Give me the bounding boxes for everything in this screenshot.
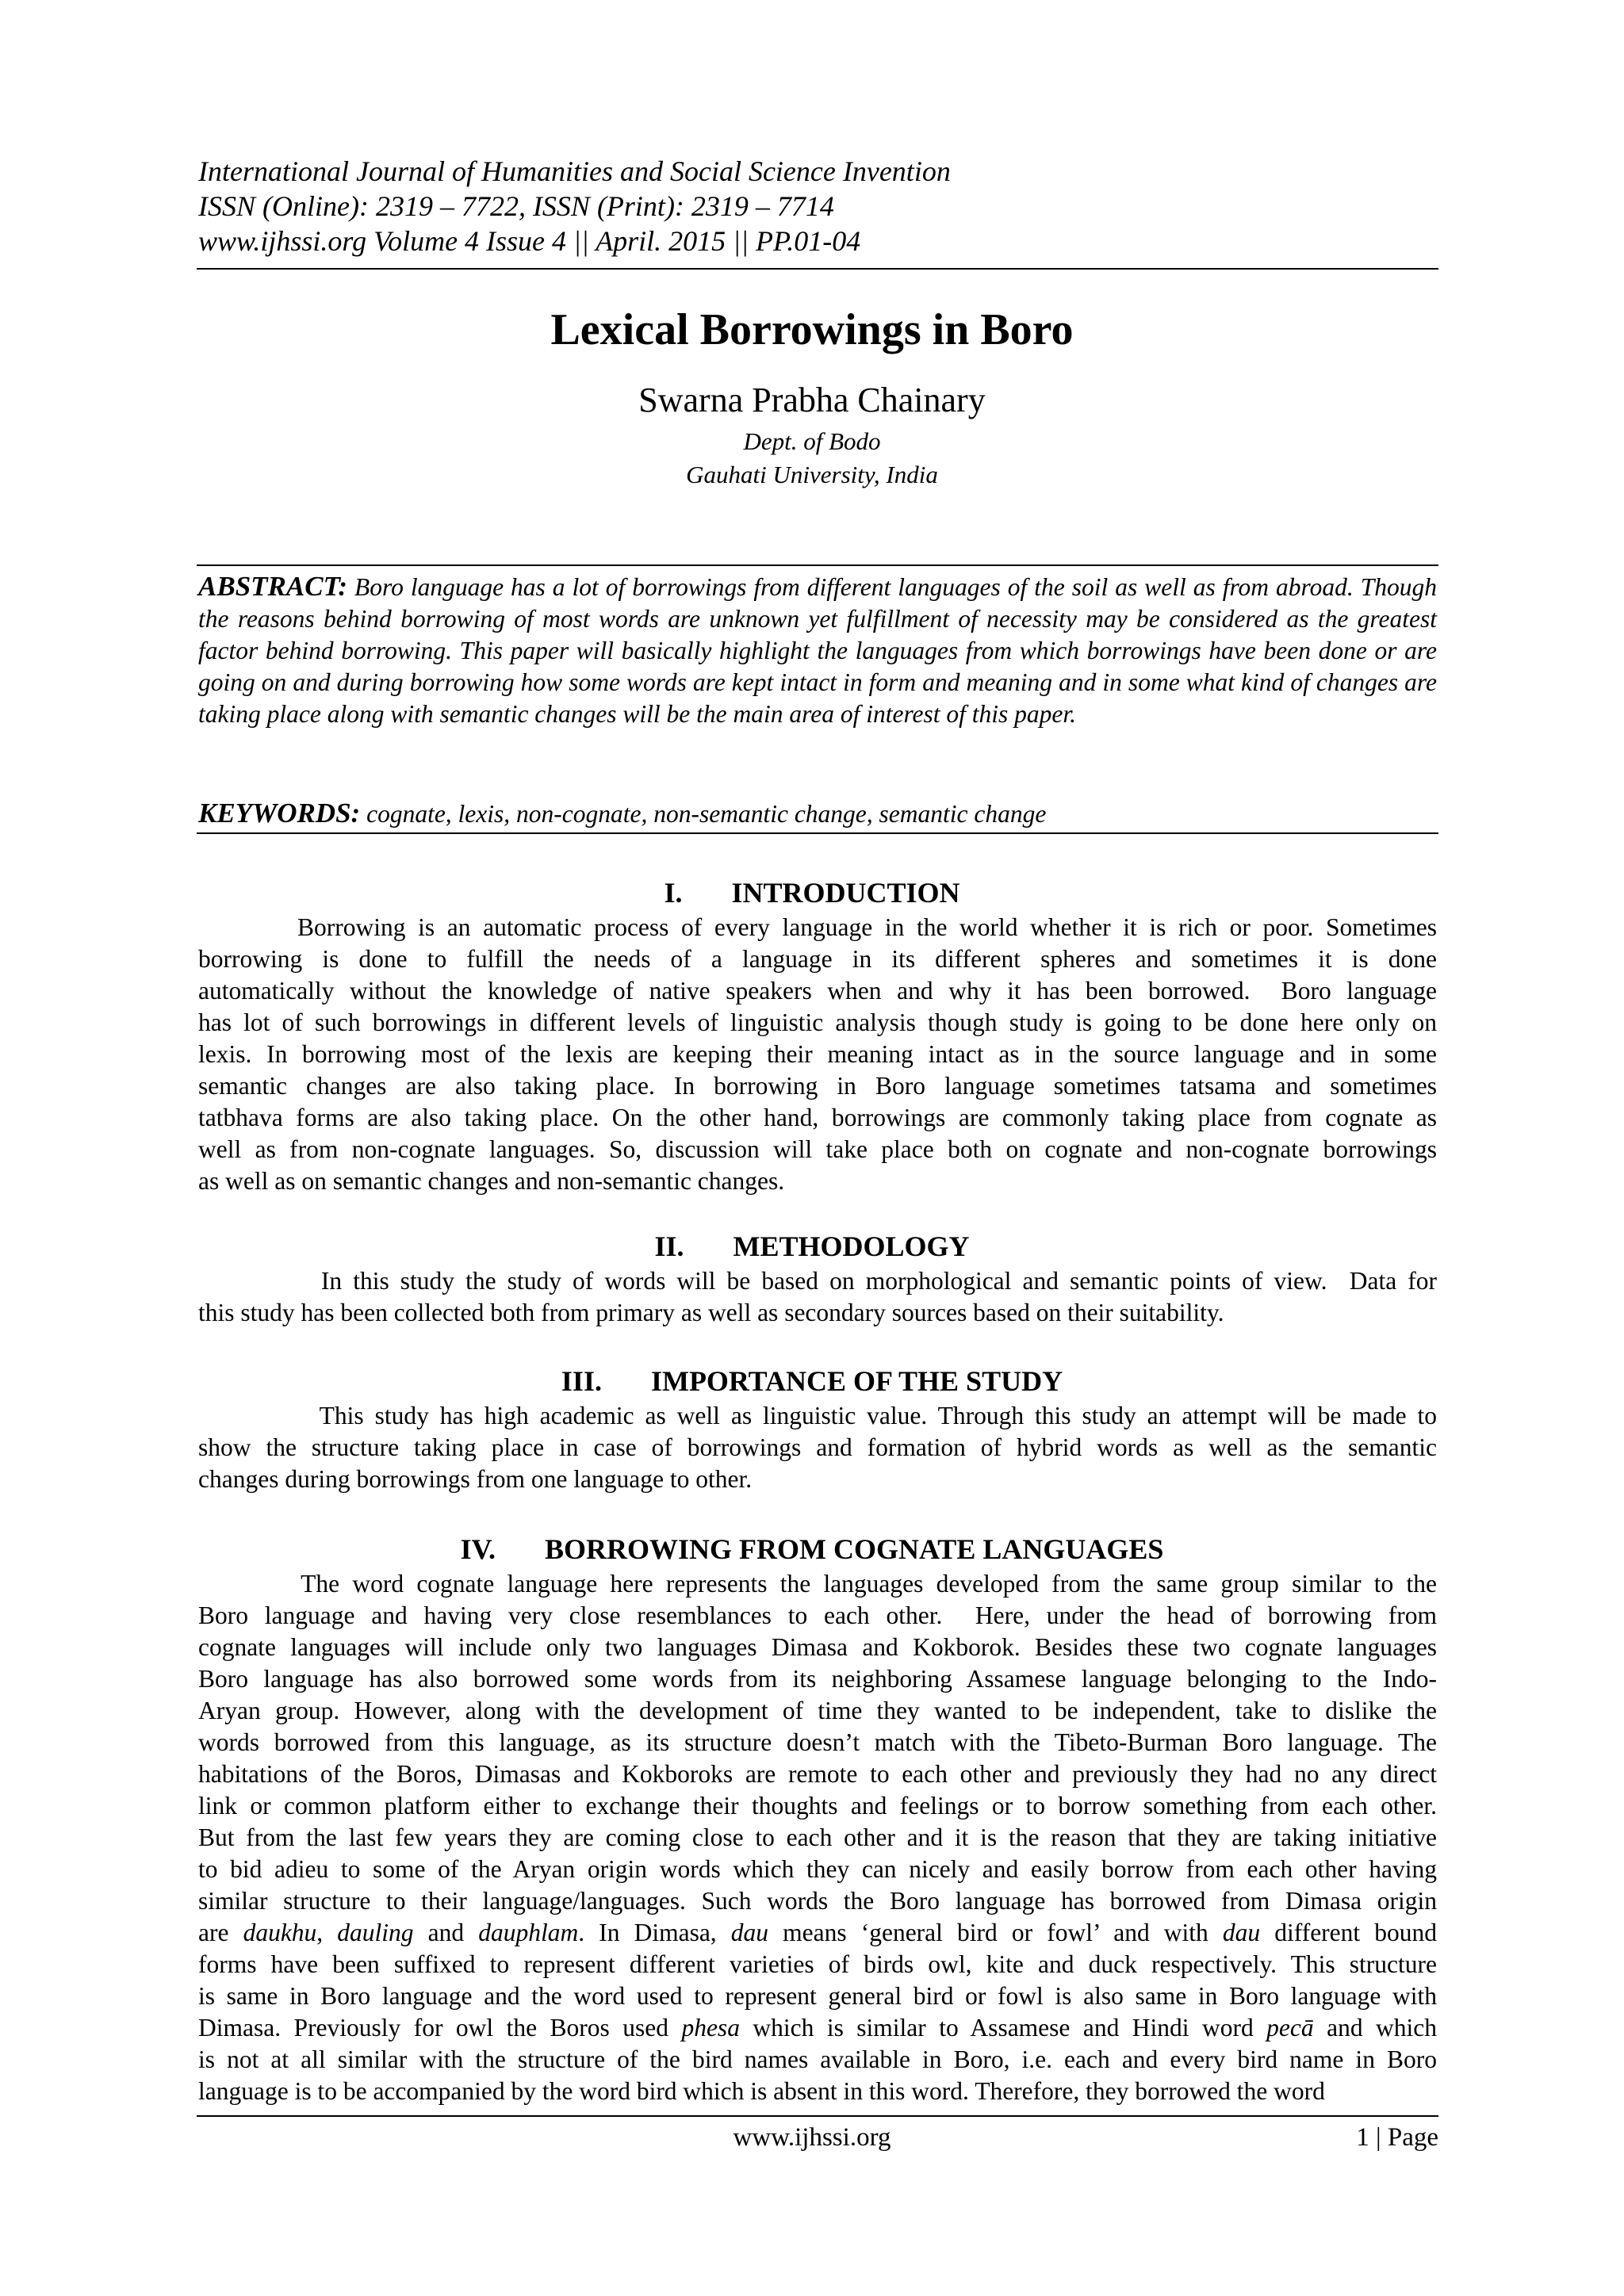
paragraph-line: to bid adieu to some of the Aryan origin words which they can nicely and easily borrow from each other having [198,1855,1437,1883]
paragraph-line: Boro language and having very close resemblances to each other. Here, under the head of borrowing from [198,1601,1437,1629]
section-title: BORROWING FROM COGNATE LANGUAGES [544,1533,1164,1565]
journal-issue: www.ijhssi.org Volume 4 Issue 4 || April. 2015 || PP.01-04 [198,225,861,257]
paragraph-line: lexis. In borrowing most of the lexis are keeping their meaning intact as in the source language and in some [198,1040,1437,1068]
paragraph-line: changes during borrowings from one language to other. [198,1465,753,1493]
paragraph-line: borrowing is done to fulfill the needs of a language in its different spheres and sometimes it is done [198,945,1437,973]
author-name: Swarna Prabha Chainary [638,381,986,419]
introduction-paragraph [198,912,1437,1197]
footer-page-number: 1 | Page [1356,2123,1438,2152]
paragraph-line: is not at all similar with the structure of the bird names available in Boro, i.e. each and every bird name in Boro [198,2045,1437,2073]
keywords-text: cognate, lexis, non-cognate, non-semantic change, semantic change [366,800,1047,828]
section-heading-cognate [0,1532,1624,1567]
section-number: III. [561,1365,602,1397]
abstract [198,571,1437,730]
paragraph-line: The word cognate language here represents the languages developed from the same group similar to the [198,1570,1437,1598]
footer-website: www.ijhssi.org [733,2123,891,2152]
paragraph-line: Boro language has also borrowed some words from its neighboring Assamese language belonging to the Indo- [198,1665,1437,1693]
paragraph-line: Dimasa. Previously for owl the Boros used phesa which is similar to Assamese and Hindi word pecā and which [198,2014,1437,2042]
section-heading-importance [0,1364,1624,1399]
journal-header [198,154,1435,258]
header-rule [197,268,1438,270]
paragraph-line: words borrowed from this language, as its structure doesn’t match with the Tibeto-Burman Boro language. The [198,1728,1437,1756]
keywords-label: KEYWORDS: [198,798,361,828]
cognate-paragraph [198,1568,1437,2107]
paragraph-line: are daukhu, dauling and dauphlam. In Dimasa, dau means ‘general bird or fowl’ and with dau different bound [198,1919,1438,1946]
abstract-label: ABSTRACT: [198,571,348,602]
paragraph-line: tatbhava forms are also taking place. On the other hand, borrowings are commonly taking place from cognate as [198,1104,1437,1131]
paragraph-line: is same in Boro language and the word used to represent general bird or fowl is also same in Boro language with [198,1982,1437,2010]
paragraph-line: forms have been suffixed to represent different varieties of birds owl, kite and duck respectively. This structure [198,1950,1437,1978]
paragraph-line: Borrowing is an automatic process of every language in the world whether it is rich or poor. Sometimes [198,913,1437,941]
paragraph-line: show the structure taking place in case of borrowings and formation of hybrid words as well as the semantic [198,1433,1437,1461]
paragraph-line: cognate languages will include only two languages Dimasa and Kokborok. Besides these two cognate languages [198,1633,1437,1661]
affiliation-dept: Dept. of Bodo [743,427,881,455]
paragraph-line: But from the last few years they are coming close to each other and it is the reason that they are taking initiative [198,1823,1437,1851]
abstract-text: Boro language has a lot of borrowings from different languages of the soil as well as from abroad. Though the reasons behind borrowing of most words are unknown yet fulfillment of necessity may be considered as the greatest factor behind borrowing. This paper will basically highlight the languages from which borrowings have been done or are going on and during borrowing how some words are kept intact in form and meaning and in some what kind of changes are taking place along with semantic changes will be the main area of interest of this paper. [198,573,1438,728]
paragraph-line: In this study the study of words will be based on morphological and semantic points of view. Data for [198,1267,1437,1295]
journal-issn: ISSN (Online): 2319 – 7722, ISSN (Print): 2319 – 7714 [198,190,834,222]
paragraph-line: automatically without the knowledge of native speakers when and why it has been borrowed. Boro language [198,977,1437,1004]
journal-name: International Journal of Humanities and Social Science Invention [198,155,951,187]
section-title: METHODOLOGY [733,1230,970,1262]
paragraph-line: This study has high academic as well as linguistic value. Through this study an attempt will be made to [198,1402,1437,1429]
keywords-bottom-rule [197,832,1438,834]
section-heading-introduction [0,875,1624,910]
paragraph-line: language is to be accompanied by the word bird which is absent in this word. Therefore, they borrowed the word [198,2077,1325,2105]
paragraph-line: similar structure to their language/languages. Such words the Boro language has borrowed from Dimasa origin [198,1887,1437,1915]
paper-title: Lexical Borrowings in Boro [550,305,1074,354]
abstract-top-rule [197,564,1438,566]
section-title: INTRODUCTION [731,877,960,909]
paragraph-line: Aryan group. However, along with the development of time they wanted to be independent, take to dislike the [198,1697,1437,1724]
affiliation-university: Gauhati University, India [686,461,938,488]
paragraph-line: this study has been collected both from primary as well as secondary sources based on their suitability. [198,1299,1224,1326]
section-heading-methodology [0,1229,1624,1264]
section-title: IMPORTANCE OF THE STUDY [650,1365,1063,1397]
section-number: IV. [460,1533,496,1565]
keywords [198,798,1437,830]
importance-paragraph [198,1400,1437,1495]
paragraph-line: well as from non-cognate languages. So, discussion will take place both on cognate and non-cognate borrowings [198,1135,1437,1163]
footer-rule [197,2115,1438,2117]
paragraph-line: habitations of the Boros, Dimasas and Kokboroks are remote to each other and previously they had no any direct [198,1760,1437,1788]
paragraph-line: link or common platform either to exchange their thoughts and feelings or to borrow something from each other. [198,1792,1437,1820]
paragraph-line: as well as on semantic changes and non-semantic changes. [198,1167,785,1195]
section-number: II. [654,1230,684,1262]
paragraph-line: has lot of such borrowings in different levels of linguistic analysis though study is going to be done here only on [198,1008,1437,1036]
section-number: I. [664,877,683,909]
paragraph-line: semantic changes are also taking place. In borrowing in Boro language sometimes tatsama and sometimes [198,1072,1437,1100]
methodology-paragraph [198,1265,1437,1329]
